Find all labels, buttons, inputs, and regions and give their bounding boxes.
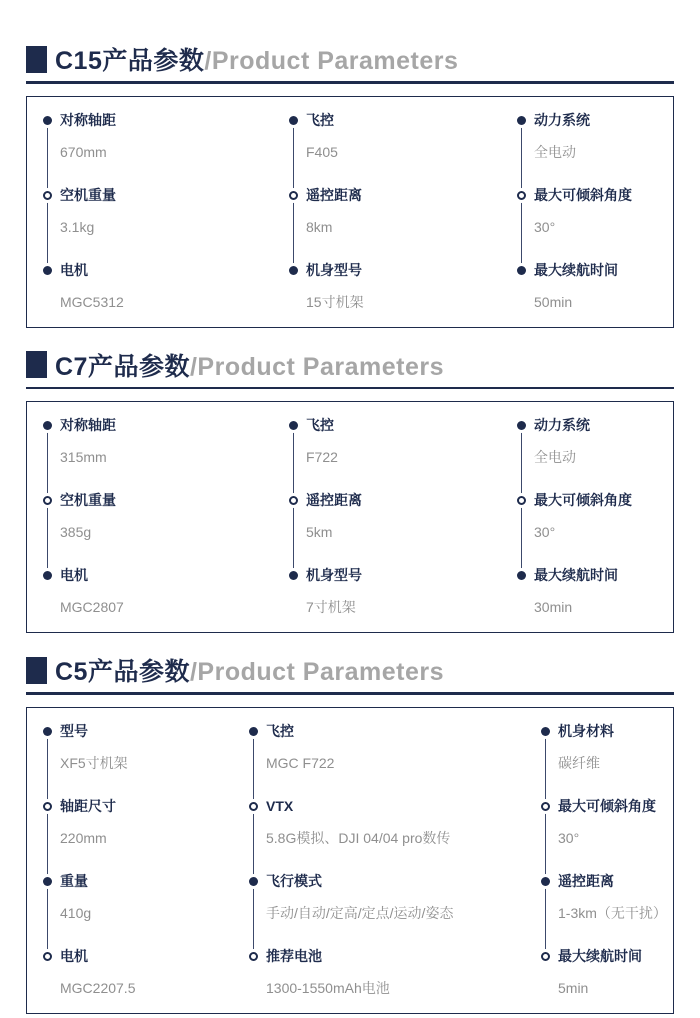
spec-box-c5 [26,707,674,1014]
section-title [55,347,444,383]
bullet-filled-icon [249,877,258,886]
bullet-filled-icon [43,116,52,125]
spec-label: 电机 [60,947,88,964]
spec-value: 50min [534,293,573,310]
spec-column [289,112,517,327]
spec-item [517,492,657,567]
spec-value: MGC2807 [60,599,124,615]
spec-label: 飞控 [306,417,334,433]
spec-value: 30° [534,218,556,235]
spec-label: 空机重量 [60,492,116,508]
spec-label: 机身型号 [306,261,362,278]
spec-item [289,112,517,187]
spec-label: 机身材料 [558,722,614,739]
section-title-cn: C15产品参数 [55,47,205,75]
spec-label: 电机 [60,567,88,583]
spec-value: 5min [558,979,589,996]
spec-column [249,723,541,1013]
bullet-filled-icon [517,571,526,580]
section-c15 [26,44,674,328]
spec-label: 型号 [60,722,88,739]
spec-item [517,262,657,327]
spec-label: 最大可倾斜角度 [534,186,632,203]
spec-value: 5km [306,524,333,540]
section-c7 [26,350,674,634]
spec-sheet-page [26,0,674,1014]
bullet-hollow-icon [43,496,52,505]
spec-column [43,112,289,327]
section-c5 [26,655,674,1014]
spec-item [517,112,657,187]
spec-label: 重量 [60,872,88,889]
spec-item [43,723,249,798]
bullet-hollow-icon [43,802,52,811]
spec-item [289,417,517,492]
title-underline [26,387,674,390]
section-title [55,41,458,77]
spec-value: 15寸机架 [306,293,364,310]
spec-item [541,723,667,798]
bullet-hollow-icon [517,496,526,505]
section-title-en: /Product Parameters [204,47,459,75]
bullet-filled-icon [289,116,298,125]
spec-value: 全电动 [534,143,576,160]
bullet-filled-icon [517,116,526,125]
bullet-filled-icon [43,421,52,430]
spec-value: 手动/自动/定高/定点/运动/姿态 [266,904,454,921]
spec-value: 385g [60,524,92,540]
spec-item [541,873,667,948]
spec-box-c7 [26,401,674,633]
spec-label: 最大续航时间 [534,567,618,583]
spec-item [43,567,289,632]
spec-label: 动力系统 [534,111,590,128]
section-title [55,652,444,688]
spec-item [249,798,541,873]
section-title-en: /Product Parameters [189,658,445,686]
spec-label: 最大可倾斜角度 [558,797,656,814]
spec-column [289,417,517,632]
spec-value: 410g [60,904,92,921]
spec-value: 670mm [60,143,107,160]
spec-label: 对称轴距 [60,417,116,433]
bullet-hollow-icon [541,952,550,961]
spec-item [289,492,517,567]
spec-item [43,873,249,948]
spec-value: 315mm [60,449,107,465]
spec-value: MGC2207.5 [60,979,136,996]
section-header [26,44,674,74]
bullet-filled-icon [289,421,298,430]
bullet-filled-icon [517,421,526,430]
spec-value: 碳纤维 [558,754,600,771]
spec-value: XF5寸机架 [60,754,128,771]
spec-label: 飞控 [266,722,294,739]
spec-column [517,112,657,327]
spec-label: 飞控 [306,111,334,128]
spec-value: 5.8G模拟、DJI 04/04 pro数传 [266,829,451,846]
bullet-hollow-icon [289,191,298,200]
bullet-hollow-icon [43,191,52,200]
section-title-en: /Product Parameters [189,352,445,381]
spec-label: 遥控距离 [306,492,362,508]
spec-label: 推荐电池 [266,947,322,964]
spec-column [43,723,249,1013]
spec-item [289,187,517,262]
spec-value: 8km [306,218,333,235]
bullet-hollow-icon [249,802,258,811]
section-header [26,655,674,685]
spec-item [43,112,289,187]
bullet-filled-icon [541,877,550,886]
section-title-cn: C5产品参数 [55,658,190,686]
section-title-cn: C7产品参数 [55,352,190,381]
spec-item [43,262,289,327]
spec-value: 1-3km（无干扰） [558,904,667,921]
spec-item [43,417,289,492]
bullet-hollow-icon [289,496,298,505]
spec-label: 遥控距离 [558,872,614,889]
spec-label: 对称轴距 [60,111,116,128]
bullet-hollow-icon [249,952,258,961]
spec-label: 遥控距离 [306,186,362,203]
spec-label: 轴距尺寸 [60,797,116,814]
spec-value: 30° [534,524,556,540]
title-underline [26,81,674,84]
title-underline [26,692,674,695]
spec-value: 30min [534,599,573,615]
spec-label: 飞行模式 [266,872,322,889]
title-square-icon [26,351,47,378]
spec-item [289,262,517,327]
spec-item [249,873,541,948]
spec-item [43,492,289,567]
spec-column [517,417,657,632]
spec-item [43,798,249,873]
bullet-filled-icon [289,266,298,275]
spec-item [43,948,249,1013]
bullet-hollow-icon [517,191,526,200]
spec-label: 动力系统 [534,417,590,433]
bullet-filled-icon [43,877,52,886]
section-header [26,350,674,380]
spec-value: 7寸机架 [306,599,356,615]
spec-column [43,417,289,632]
spec-label: 电机 [60,261,88,278]
bullet-filled-icon [43,727,52,736]
bullet-hollow-icon [541,802,550,811]
title-square-icon [26,657,47,684]
spec-value: 30° [558,829,580,846]
spec-value: 1300-1550mAh电池 [266,979,390,996]
spec-value: MGC F722 [266,754,335,771]
spec-item [541,798,667,873]
spec-box-c15 [26,96,674,328]
bullet-filled-icon [249,727,258,736]
spec-value: 全电动 [534,449,576,465]
spec-value: F405 [306,143,338,160]
spec-label: 最大续航时间 [558,947,642,964]
bullet-hollow-icon [43,952,52,961]
spec-item [249,723,541,798]
spec-value: MGC5312 [60,293,124,310]
spec-label: 机身型号 [306,567,362,583]
spec-item [249,948,541,1013]
bullet-filled-icon [517,266,526,275]
spec-item [517,567,657,632]
spec-label: 空机重量 [60,186,116,203]
bullet-filled-icon [43,266,52,275]
spec-column [541,723,667,1013]
spec-item [517,417,657,492]
spec-item [289,567,517,632]
spec-item [517,187,657,262]
spec-label: 最大可倾斜角度 [534,492,632,508]
spec-item [541,948,667,1013]
spec-label: VTX [266,797,294,814]
spec-value: 3.1kg [60,218,95,235]
spec-label: 最大续航时间 [534,261,618,278]
bullet-filled-icon [289,571,298,580]
bullet-filled-icon [541,727,550,736]
spec-value: F722 [306,449,338,465]
spec-item [43,187,289,262]
spec-value: 220mm [60,829,107,846]
title-square-icon [26,46,47,73]
bullet-filled-icon [43,571,52,580]
